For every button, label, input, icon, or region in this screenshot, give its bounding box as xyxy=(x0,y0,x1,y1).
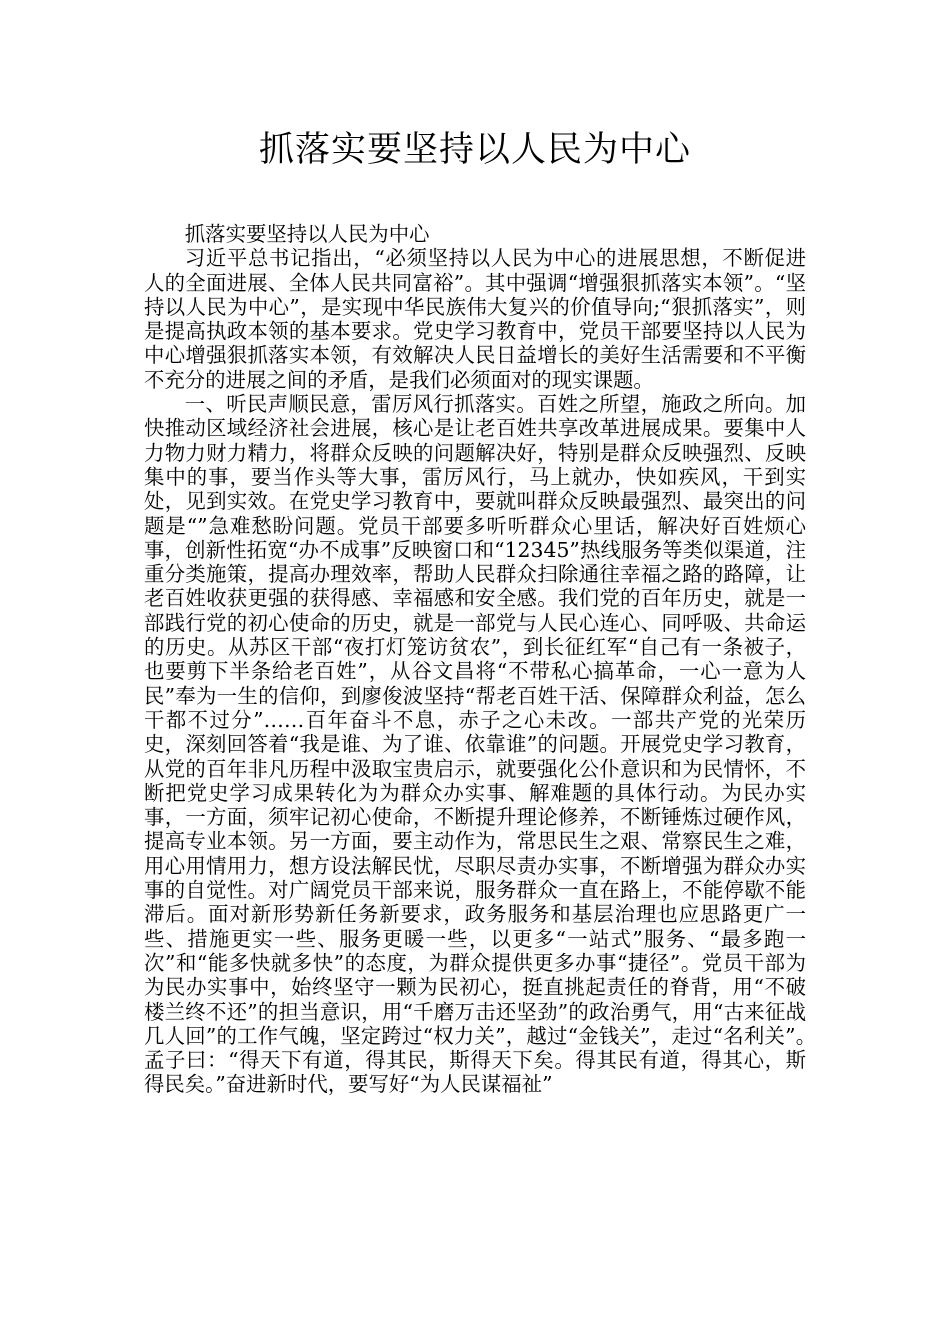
document-title: 抓落实要坚持以人民为中心 xyxy=(258,130,691,170)
body-paragraph-section-1: 一、听民声顺民意，雷厉风行抓落实。百姓之所望，施政之所向。加快推动区域经济社会进展，核心是让老百姓共享改革进展成果。要集中人力物力财力精力，将群众反映的问题解决好，特别是群众反映强烈、反映集中的事，要当作头等大事，雷厉风行，马上就办，快如疾风，干到实处，见到实效。在党史学习教育中，要就叫群众反映最强烈、最突出的问题是“”急难愁盼问题。党员干部要多听听群众心里话，解决好百姓烦心事，创新性拓宽“办不成事”反映窗口和“12345”热线服务等类似渠道，注重分类施策，提高办理效率，帮助人民群众扫除通往幸福之路的路障，让老百姓收获更强的获得感、幸福感和安全感。我们党的百年历史，就是一部践行党的初心使命的历史，就是一部党与人民心连心、同呼吸、共命运的历史。从苏区干部“夜打灯笼访贫农”，到长征红军“自己有一条被子，也要剪下半条给老百姓”，从谷文昌将“不带私心搞革命，一心一意为人民”奉为一生的信仰，到廖俊波坚持“帮老百姓干活、保障群众利益，怎么干都不过分”……百年奋斗不息，赤子之心未改。一部共产党的光荣历史，深刻回答着“我是谁、为了谁、依靠谁”的问题。开展党史学习教育，从党的百年非凡历程中汲取宝贵启示，就要强化公仆意识和为民情怀，不断把党史学习成果转化为为群众办实事、解难题的具体行动。为民办实事，一方面，须牢记初心使命，不断提升理论修养，不断锤炼过硬作风，提高专业本领。另一方面，要主动作为，常思民生之艰、常察民生之难，用心用情用力，想方设法解民忧，尽职尽责办实事，不断增强为群众办实事的自觉性。对广阔党员干部来说，服务群众一直在路上，不能停歇不能滞后。面对新形势新任务新要求，政务服务和基层治理也应思路更广一些、措施更实一些、服务更暖一些，以更多“一站式”服务、“最多跑一次”和“能多快就多快”的态度，为群众提供更多办事“捷径”。党员干部为为民办实事中，始终坚守一颗为民初心，挺直挑起责任的脊背，用“不破楼兰终不还”的担当意识，用“千磨万击还坚劲”的政治勇气，用“古来征战几人回”的工作气魄，坚定跨过“权力关”，越过“金钱关”，走过“名利关”。 孟子曰：“得天下有道，得其民，斯得天下矣。得其民有道，得其心，斯得民矣。”奋进新时代，要写好“为人民谋福祉” xyxy=(144,392,827,1097)
body-paragraph-intro: 习近平总书记指出，“必须坚持以人民为中心的进展思想，不断促进人的全面进展、全体人民共同富裕”。其中强调“增强狠抓落实本领”。“坚持以人民为中心”，是实现中华民族伟大复兴的价值导向;“狠抓落实”，则是提高执政本领的基本要求。党史学习教育中，党员干部要坚持以人民为中心增强狠抓落实本领，有效解决人民日益增长的美好生活需要和不平衡不充分的进展之间的矛盾，是我们必须面对的现实课题。 xyxy=(144,246,806,392)
document-body xyxy=(144,222,827,1097)
body-paragraph-subtitle: 抓落实要坚持以人民为中心 xyxy=(184,222,430,246)
